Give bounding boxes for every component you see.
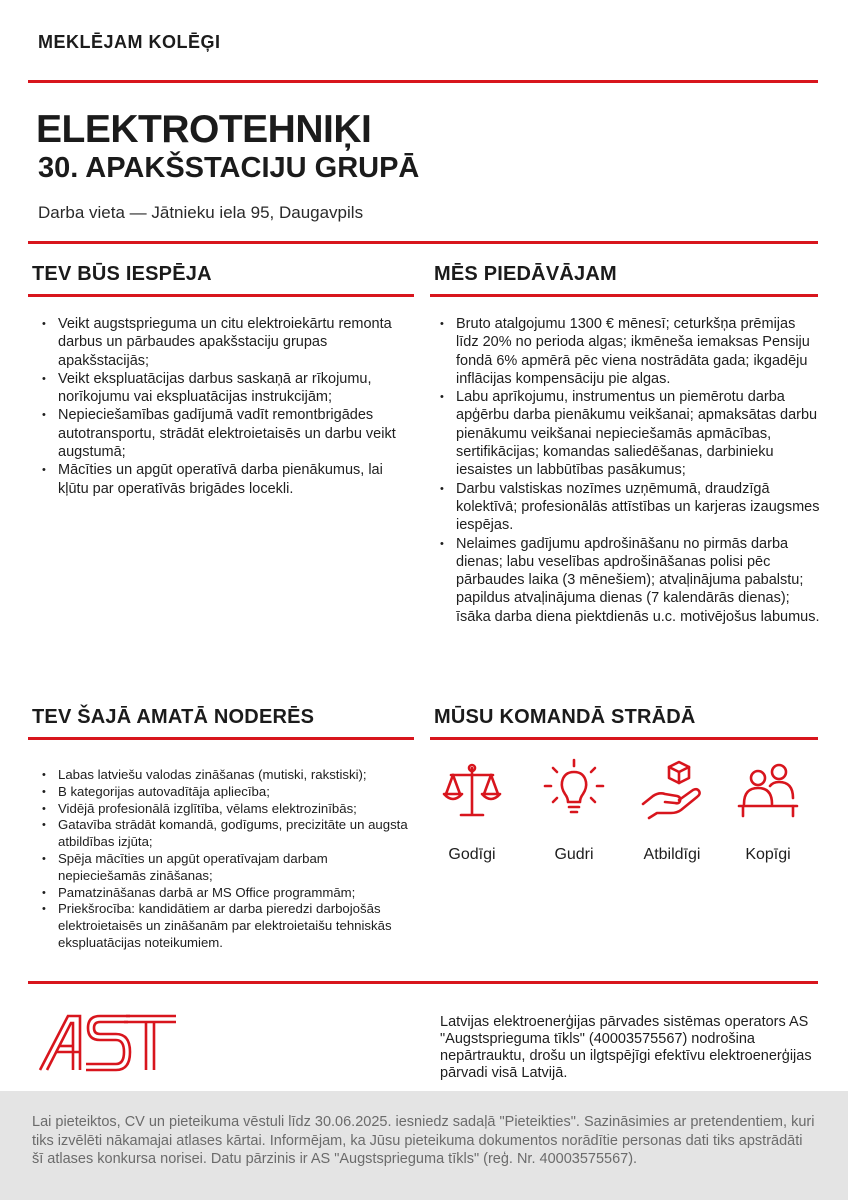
value-label: Kopīgi (745, 846, 791, 863)
header-divider (28, 241, 818, 244)
list-item: • Nelaimes gadījumu apdrošināšanu no pirmās darba dienas; labu veselības apdrošināšanas polisi pēc pārbaudes laika (3 mēnešiem); atvaļinājuma pabalstu; papildus atvaļinājuma dienas (7 kalendārās dienas); īsāka darba diena piektdienās u.c. motivējošus labumus. (436, 535, 820, 626)
lightbulb-icon (541, 758, 607, 824)
job-location: Darba vieta — Jātnieku iela 95, Daugavpils (38, 203, 364, 222)
opportunities-title: TEV BŪS IESPĒJA (32, 263, 212, 285)
value-together (720, 758, 816, 864)
footer-text: Lai pieteiktos, CV un pieteikuma vēstuli līdz 30.06.2025. iesniedz sadaļā "Pieteikties". Sazināsimies ar pretendentiem, kuri tiks izvēlēti nākamajai atlases kārtai. Informējam, ka Jūsu pieteikuma dokumentos norādītie personas dati tiks apstrādāti šī atlases konkursa norisei. Datu pārzinis ir AS "Augstsprieguma tīkls" (reģ. Nr. 40003575567). (32, 1114, 815, 1167)
value-smart (526, 758, 622, 864)
footer-notice (0, 1091, 848, 1200)
team-values (430, 758, 820, 868)
scales-icon (439, 758, 505, 824)
job-subtitle: 30. APAKŠSTACIJU GRUPĀ (38, 152, 420, 184)
list-item: • Spēja mācīties un apgūt operatīvajam darbam nepieciešamās zināšanas; (38, 851, 418, 885)
value-honest (424, 758, 520, 864)
opportunities-underline (28, 294, 414, 297)
value-label: Atbildīgi (643, 846, 701, 863)
opportunities-list (38, 315, 416, 498)
team-title: MŪSU KOMANDĀ STRĀDĀ (434, 706, 696, 728)
list-item: • Labas latviešu valodas zināšanas (mutiski, rakstiski); (38, 767, 418, 784)
requirements-title: TEV ŠAJĀ AMATĀ NODERĒS (32, 706, 315, 728)
list-item: • Bruto atalgojumu 1300 € mēnesī; ceturkšņa prēmijas līdz 20% no perioda algas; ikmēneša iemaksas Pensiju fondā 6% apmērā pēc viena nostrādāta gada; ikgadēju inflācijas kompensāciju pie algas. (436, 315, 820, 388)
list-item: • Darbu valstiskas nozīmes uzņēmumā, draudzīgā kolektīvā; profesionālās attīstības un karjeras izaugsmes iespējas. (436, 480, 820, 535)
requirements-list (38, 767, 418, 952)
list-item: • Mācīties un apgūt operatīvā darba pienākumus, lai kļūtu par operatīvās brigādes locekli. (38, 461, 416, 498)
top-divider (28, 80, 818, 83)
hand-box-icon (639, 758, 705, 824)
list-item: • Pamatzināšanas darbā ar MS Office programmām; (38, 885, 418, 902)
team-icon (735, 758, 801, 824)
offer-list (436, 315, 820, 626)
value-responsible (624, 758, 720, 864)
list-item: • Priekšrocība: kandidātiem ar darba pieredzi darbojošās elektroietaisēs un zināšanām par elektroietaišu tehniskās ekspluatācijas noteikumiem. (38, 901, 418, 951)
list-item: • Veikt ekspluatācijas darbus saskaņā ar rīkojumu, norīkojumu vai ekspluatācijas instrukcijām; (38, 370, 416, 407)
offer-title: MĒS PIEDĀVĀJAM (434, 263, 617, 285)
ast-logo (38, 1010, 178, 1072)
offer-underline (430, 294, 818, 297)
value-label: Godīgi (448, 846, 496, 863)
job-title: ELEKTROTEHNIĶI (36, 108, 372, 151)
list-item: • Labu aprīkojumu, instrumentus un piemērotu darba apģērbu darba pienākumu veikšanai; apmaksātas darbu pienākumu veikšanai nepieciešamās apmācības, sertifikācijas; komandas saliedēšanas, darbinieku iesaistes un labbūtības pasākumus; (436, 388, 820, 479)
list-item: • Nepieciešamības gadījumā vadīt remontbrigādes autotransportu, strādāt elektroietaisēs un darbu veikt augstumā; (38, 406, 416, 461)
value-label: Gudri (554, 846, 594, 863)
requirements-underline (28, 737, 414, 740)
team-underline (430, 737, 818, 740)
eyebrow-heading: MEKLĒJAM KOLĒĢI (38, 32, 221, 52)
company-about: Latvijas elektroenerģijas pārvades sistēmas operators AS "Augstsprieguma tīkls" (40003575567) nodrošina nepārtrauktu, drošu un ilgtspējīgi efektīvu elektroenerģijas pārvadi visā Latvijā. (440, 1014, 812, 1081)
list-item: • Vidējā profesionālā izglītība, vēlams elektrozinībās; (38, 801, 418, 818)
bottom-divider (28, 981, 818, 984)
list-item: • B kategorijas autovadītāja apliecība; (38, 784, 418, 801)
list-item: • Veikt augstsprieguma un citu elektroiekārtu remonta darbus un pārbaudes apakšstaciju grupas apakšstacijās; (38, 315, 416, 370)
list-item: • Gatavība strādāt komandā, godīgums, precizitāte un augsta atbildības izjūta; (38, 817, 418, 851)
